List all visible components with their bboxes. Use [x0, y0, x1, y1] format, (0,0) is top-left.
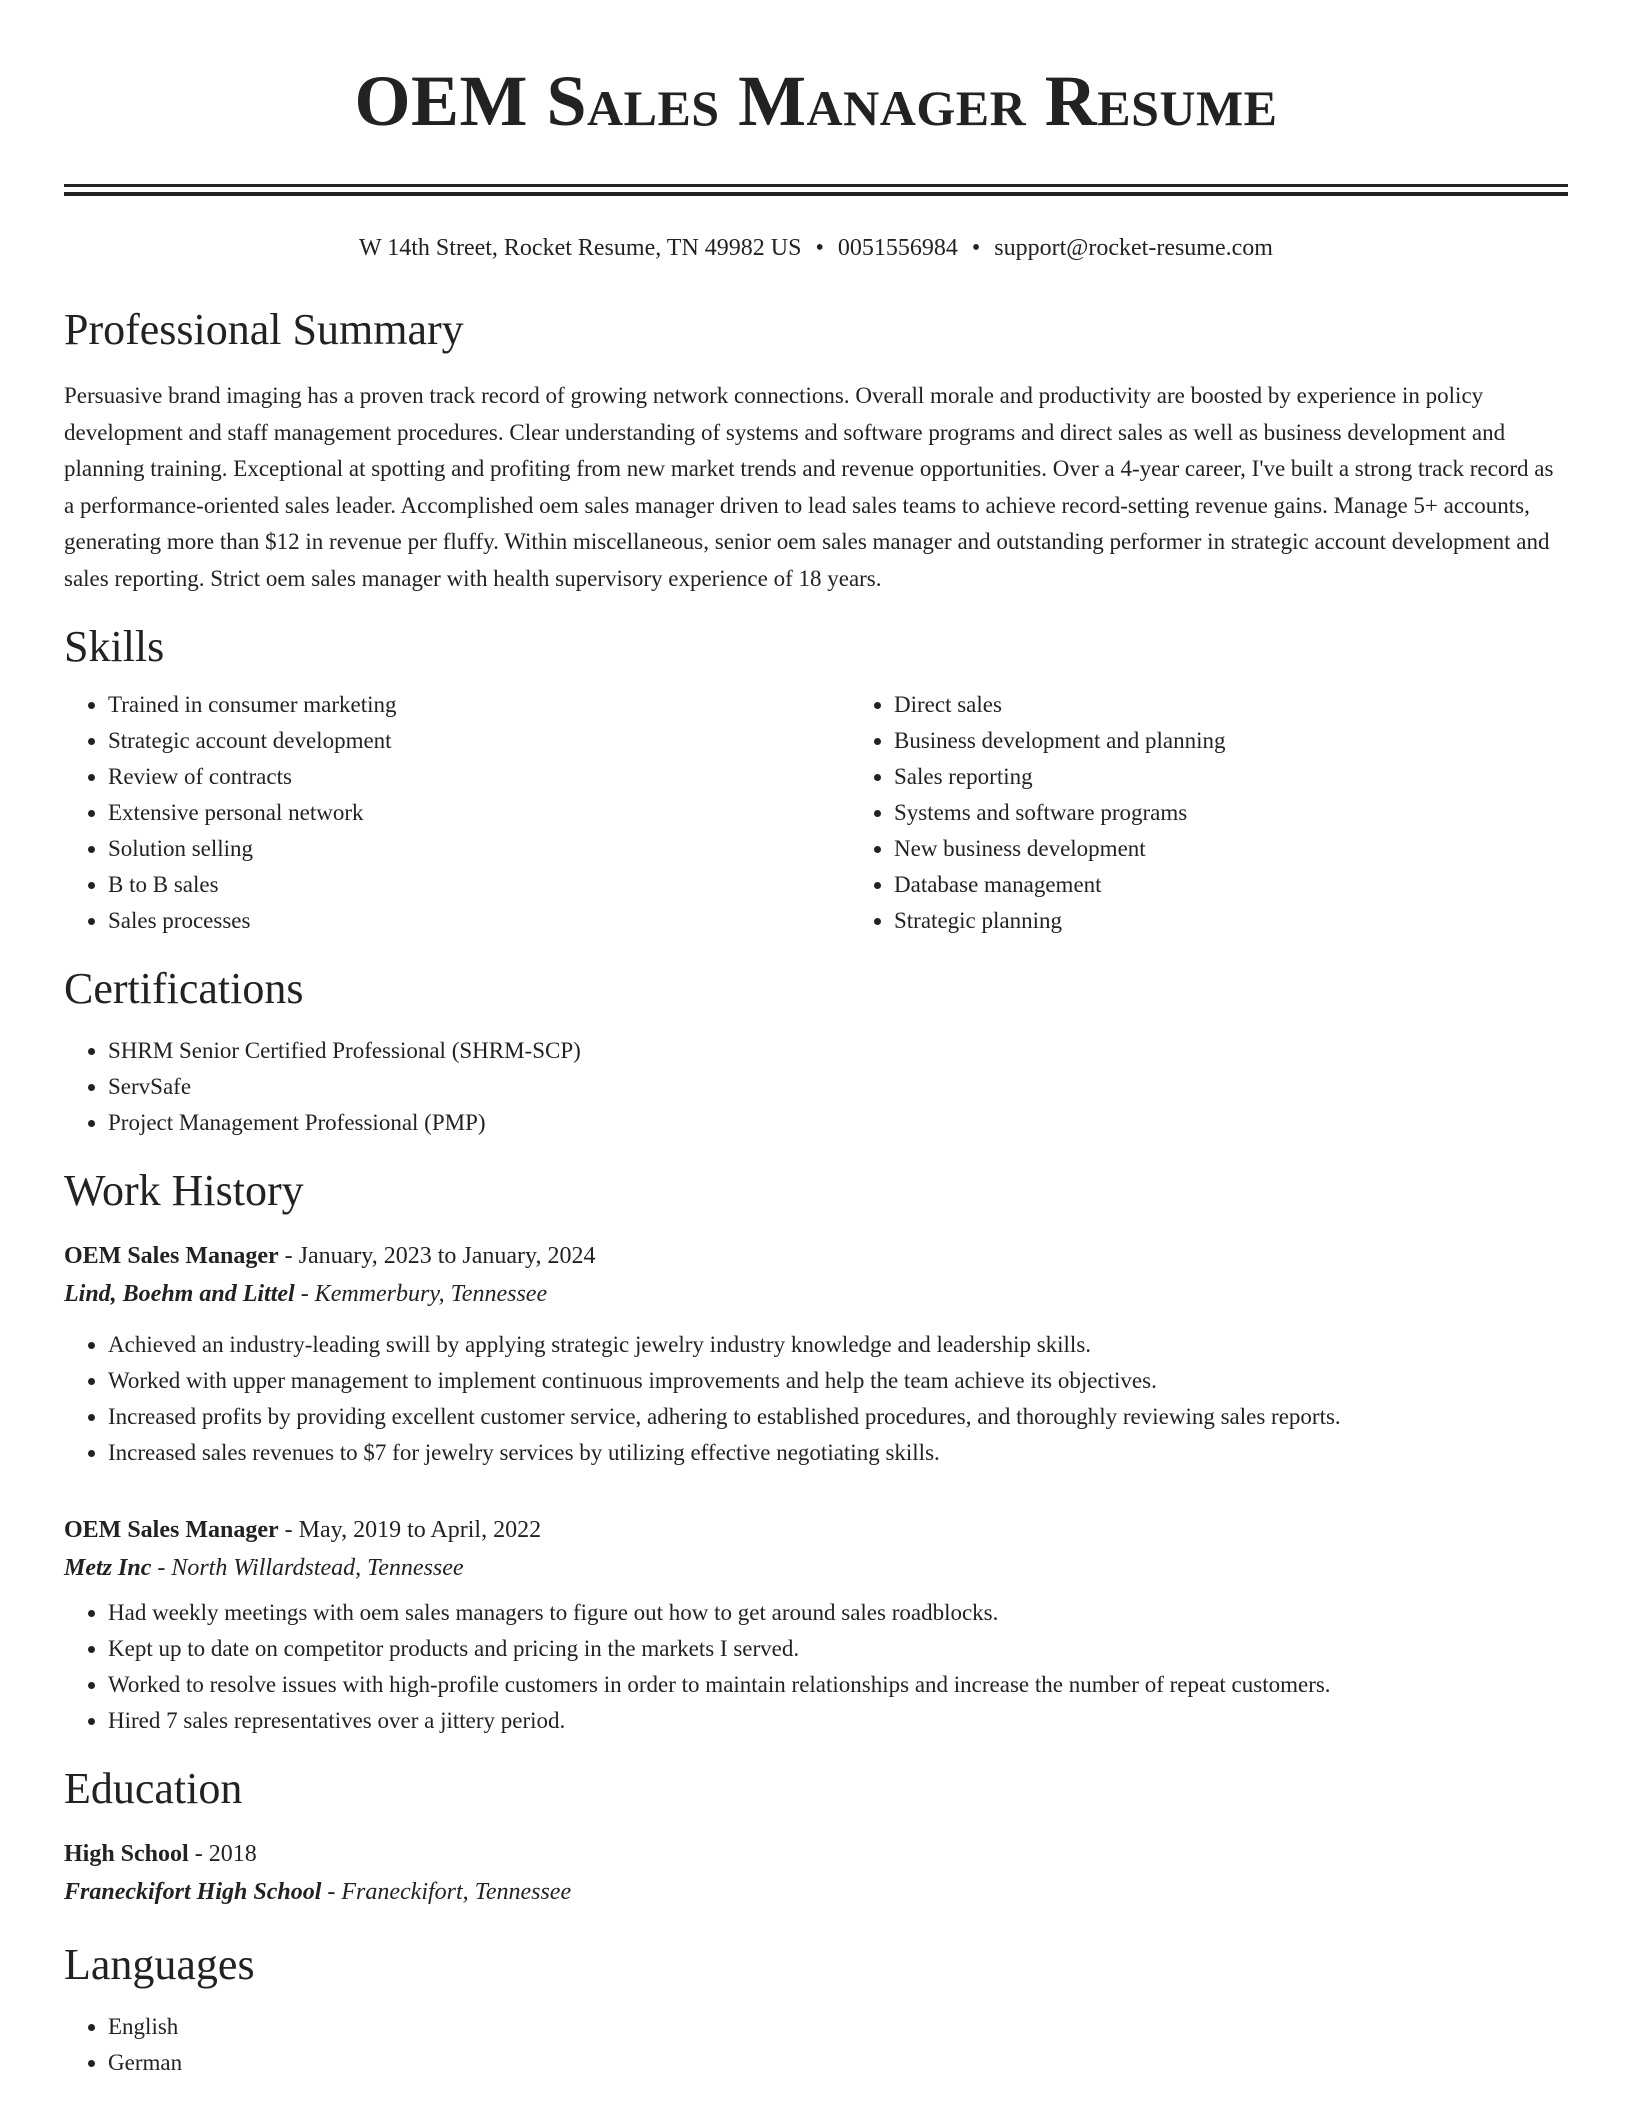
skill-item: • Extensive personal network	[108, 795, 850, 831]
skill-item: • Review of contracts	[108, 759, 850, 795]
job-title-line	[64, 1237, 1568, 1275]
education-year: - 2018	[188, 1841, 257, 1867]
job-entry	[64, 1237, 1568, 1471]
skill-item: • B to B sales	[108, 867, 850, 903]
contact-address: W 14th Street, Rocket Resume, TN 49982 US	[359, 235, 802, 261]
education-location: - Franeckifort, Tennessee	[321, 1879, 572, 1905]
job-dates: - January, 2023 to January, 2024	[278, 1243, 596, 1269]
summary-heading: Professional Summary	[64, 305, 464, 354]
contact-separator: •	[815, 235, 824, 261]
skill-item: • Solution selling	[108, 831, 850, 867]
job-company-line	[64, 1549, 1568, 1587]
job-bullet: • Had weekly meetings with oem sales managers to figure out how to get around sales roadblocks.	[108, 1595, 1568, 1631]
job-bullet: • Increased sales revenues to $7 for jewelry services by utilizing effective negotiating skills.	[108, 1435, 1568, 1471]
education-entry	[64, 1835, 1568, 1911]
language-item: • German	[108, 2045, 1568, 2081]
job-bullet: • Worked with upper management to implement continuous improvements and help the team achieve its objectives.	[108, 1363, 1568, 1399]
skills-grid	[64, 687, 1568, 939]
education-school-line	[64, 1873, 1568, 1911]
work-history-heading: Work History	[64, 1166, 304, 1215]
job-bullet: • Hired 7 sales representatives over a jittery period.	[108, 1703, 1568, 1739]
skills-heading: Skills	[64, 622, 165, 671]
job-title-line	[64, 1511, 1568, 1549]
skill-item: • Database management	[894, 867, 1568, 903]
certifications-heading: Certifications	[64, 964, 304, 1013]
resume-title: OEM Sales Manager Resume	[354, 61, 1278, 141]
job-bullet: • Kept up to date on competitor products and pricing in the markets I served.	[108, 1631, 1568, 1667]
languages-heading: Languages	[64, 1940, 255, 1989]
job-location: - Kemmerbury, Tennessee	[294, 1281, 548, 1307]
job-bullets	[64, 1327, 1568, 1471]
languages-list	[64, 2009, 1568, 2081]
skill-item: • Business development and planning	[894, 723, 1568, 759]
job-position: OEM Sales Manager	[64, 1243, 279, 1269]
certifications-list	[64, 1033, 1568, 1141]
certification-item: • SHRM Senior Certified Professional (SHRM-SCP)	[108, 1033, 1568, 1069]
job-location: - North Willardstead, Tennessee	[151, 1555, 464, 1581]
job-bullets	[64, 1595, 1568, 1739]
job-position: OEM Sales Manager	[64, 1517, 279, 1543]
skill-item: • Strategic account development	[108, 723, 850, 759]
skills-list-right	[850, 687, 1568, 939]
skill-item: • Direct sales	[894, 687, 1568, 723]
certification-item: • Project Management Professional (PMP)	[108, 1105, 1568, 1141]
language-item: • English	[108, 2009, 1568, 2045]
education-school: Franeckifort High School	[64, 1879, 322, 1905]
title-double-rule	[64, 184, 1568, 196]
job-entry	[64, 1511, 1568, 1739]
contact-phone: 0051556984	[837, 235, 958, 261]
contact-line	[64, 232, 1568, 264]
contact-separator: •	[971, 235, 981, 261]
job-bullet: • Worked to resolve issues with high-profile customers in order to maintain relationships and increase the number of repeat customers.	[108, 1667, 1568, 1703]
skill-item: • Strategic planning	[894, 903, 1568, 939]
contact-email: support@rocket-resume.com	[994, 235, 1273, 261]
skill-item: • Systems and software programs	[894, 795, 1568, 831]
skill-item: • New business development	[894, 831, 1568, 867]
job-company: Metz Inc	[64, 1555, 152, 1581]
job-bullet: • Achieved an industry-leading swill by applying strategic jewelry industry knowledge and leadership skills.	[108, 1327, 1568, 1363]
skill-item: • Sales processes	[108, 903, 850, 939]
summary-text: Persuasive brand imaging has a proven track record of growing network connections. Overall morale and productivity are boosted by experience in policy development and staff management procedures. Clear understanding of systems and software programs and direct sales as well as business development and planning training. Exceptional at spotting and profiting from new market trends and revenue opportunities. Over a 4-year career, I've built a strong track record as a performance-oriented sales leader. Accomplished oem sales manager driven to lead sales teams to achieve record-setting revenue gains. Manage 5+ accounts, generating more than $12 in revenue per fluffy. Within miscellaneous, senior oem sales manager and outstanding performer in strategic account development and sales reporting. Strict oem sales manager with health supervisory experience of 18 years.	[64, 383, 1554, 591]
education-degree-line	[64, 1835, 1568, 1873]
certification-item: • ServSafe	[108, 1069, 1568, 1105]
skill-item: • Sales reporting	[894, 759, 1568, 795]
job-company-line	[64, 1275, 1568, 1313]
job-dates: - May, 2019 to April, 2022	[278, 1517, 542, 1543]
job-bullet: • Increased profits by providing excellent customer service, adhering to established procedures, and thoroughly reviewing sales reports.	[108, 1399, 1568, 1435]
skill-item: • Trained in consumer marketing	[108, 687, 850, 723]
education-degree: High School	[64, 1841, 189, 1867]
education-heading: Education	[64, 1764, 243, 1813]
job-company: Lind, Boehm and Littel	[64, 1281, 295, 1307]
skills-list-left	[64, 687, 850, 939]
